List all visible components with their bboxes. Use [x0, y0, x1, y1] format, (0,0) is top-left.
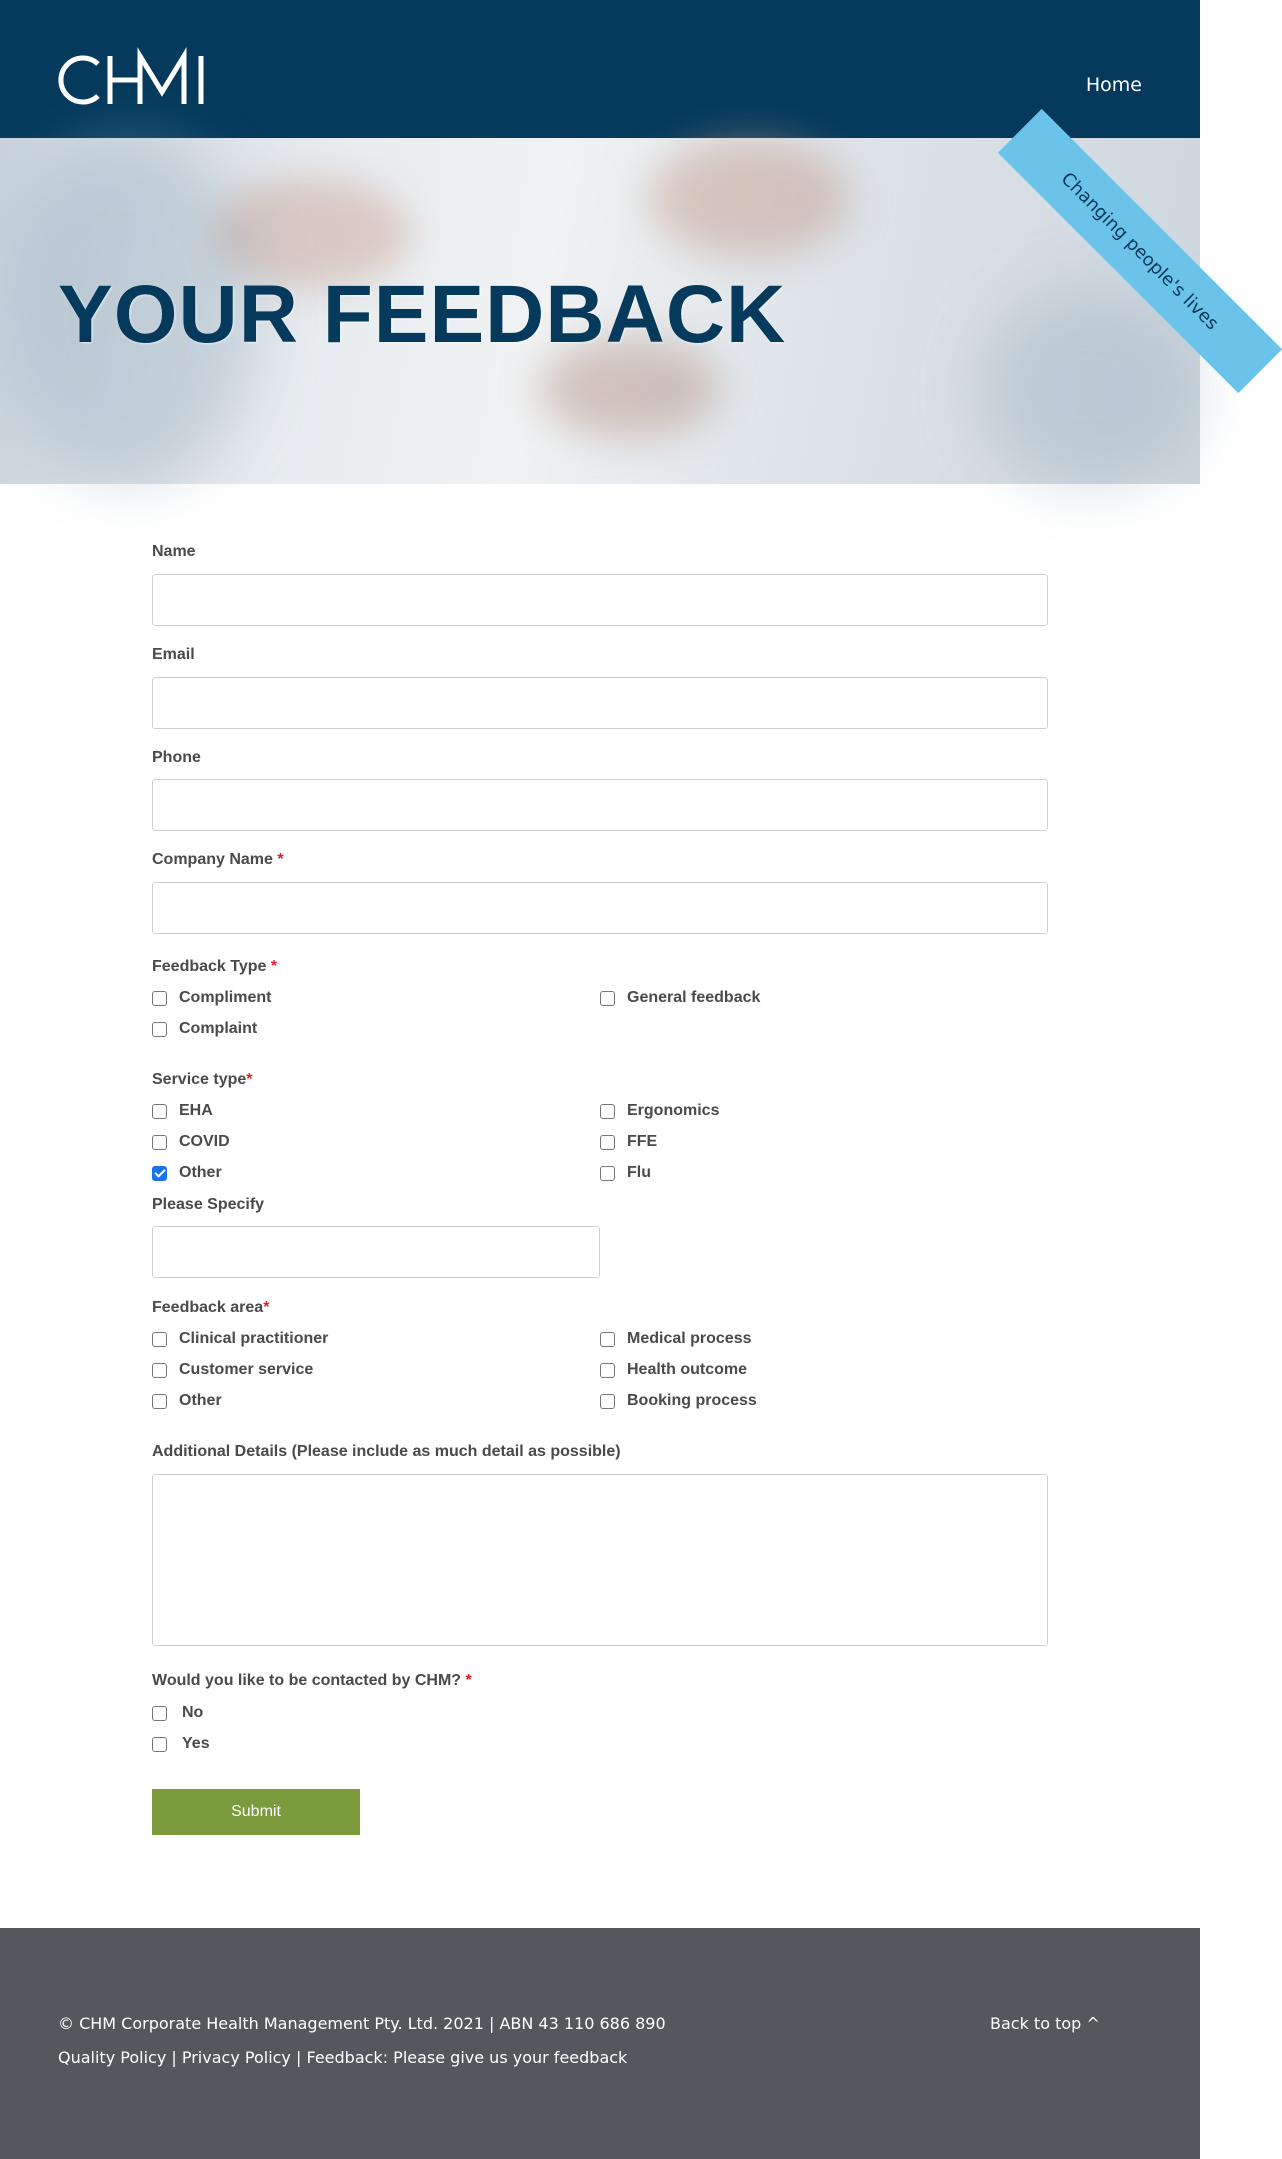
checkbox-label: Flu	[627, 1164, 651, 1181]
checkbox[interactable]	[600, 1363, 615, 1378]
name-label: Name	[152, 543, 196, 560]
feedback-type-group	[152, 958, 277, 976]
checkbox[interactable]	[600, 1135, 615, 1150]
checkbox-label: Medical process	[627, 1330, 752, 1347]
phone-field-group	[152, 749, 201, 767]
chm-logo-mark	[58, 54, 204, 106]
hero-banner	[0, 138, 1223, 484]
email-field-group	[152, 646, 195, 664]
company-field-group	[152, 851, 284, 869]
page-title: YOUR FEEDBACK	[58, 269, 787, 360]
privacy-policy-link[interactable]: Privacy Policy	[181, 2048, 291, 2067]
checkbox-area-other[interactable]	[152, 1392, 222, 1410]
company-label: Company Name	[152, 851, 273, 868]
checkbox-customer-service[interactable]	[152, 1361, 313, 1379]
checkbox-compliment[interactable]	[152, 989, 271, 1007]
checkbox-eha[interactable]	[152, 1102, 213, 1120]
checkbox-general-feedback[interactable]	[600, 989, 760, 1007]
checkbox-label: Customer service	[179, 1361, 314, 1378]
quality-policy-link[interactable]: Quality Policy	[58, 2048, 167, 2067]
feedback-area-label: Feedback area	[152, 1299, 264, 1316]
required-mark: *	[263, 1299, 270, 1316]
checkbox[interactable]	[600, 1104, 615, 1119]
checkbox[interactable]	[152, 1135, 167, 1150]
required-mark: *	[277, 851, 284, 868]
checkbox-label: Complaint	[179, 1020, 258, 1037]
checkbox[interactable]	[152, 1706, 167, 1721]
checkbox-label: EHA	[179, 1102, 213, 1119]
checkbox[interactable]	[600, 991, 615, 1006]
please-specify-group	[152, 1196, 264, 1214]
checkbox[interactable]	[600, 1332, 615, 1347]
checkbox-label: Other	[179, 1392, 222, 1409]
checkbox[interactable]	[152, 1394, 167, 1409]
checkbox-label: Health outcome	[627, 1361, 748, 1378]
checkbox-clinical-practitioner[interactable]	[152, 1330, 328, 1348]
checkbox[interactable]	[600, 1394, 615, 1409]
footer-separator: |	[296, 2048, 302, 2067]
required-mark: *	[246, 1071, 253, 1088]
service-type-label: Service type	[152, 1071, 247, 1088]
checkbox-label: Ergonomics	[627, 1102, 720, 1119]
chm-logo[interactable]	[58, 54, 204, 111]
additional-details-group	[152, 1443, 621, 1461]
hero-photo-shape	[650, 138, 850, 258]
feedback-prefix: Feedback:	[306, 2048, 389, 2067]
additional-details-label: Additional Details (Please include as much detail as possible)	[152, 1443, 621, 1460]
contact-label: Would you like to be contacted by CHM?	[152, 1672, 462, 1689]
checkbox-medical-process[interactable]	[600, 1330, 752, 1348]
checkbox-health-outcome[interactable]	[600, 1361, 747, 1379]
checkbox-complaint[interactable]	[152, 1020, 257, 1038]
checkbox-label: Yes	[182, 1735, 210, 1752]
back-to-top-link[interactable]: Back to top ^	[990, 2014, 1100, 2033]
service-type-group	[152, 1071, 253, 1089]
please-specify-label: Please Specify	[152, 1196, 265, 1213]
feedback-type-label: Feedback Type	[152, 958, 267, 975]
name-input[interactable]	[152, 574, 1048, 626]
corner-ribbon	[960, 138, 1223, 378]
phone-input[interactable]	[152, 779, 1048, 831]
feedback-link[interactable]: Please give us your feedback	[393, 2048, 628, 2067]
checkbox-contact-yes[interactable]	[152, 1735, 210, 1753]
checkbox[interactable]	[152, 1737, 167, 1752]
checkbox-label: General feedback	[627, 989, 761, 1006]
checkbox-service-other[interactable]	[152, 1164, 222, 1182]
checkbox-flu[interactable]	[600, 1164, 651, 1182]
submit-button[interactable]: Submit	[152, 1789, 360, 1835]
checkbox-label: No	[182, 1704, 204, 1721]
please-specify-input[interactable]	[152, 1226, 600, 1278]
contact-group	[152, 1672, 472, 1690]
checkbox-ergonomics[interactable]	[600, 1102, 719, 1120]
required-mark: *	[465, 1672, 472, 1689]
feedback-area-group	[152, 1299, 269, 1317]
checkbox-booking-process[interactable]	[600, 1392, 757, 1410]
email-input[interactable]	[152, 677, 1048, 729]
checkbox-label: Other	[179, 1164, 222, 1181]
copyright-text: © CHM Corporate Health Management Pty. Ltd. 2021 | ABN 43 110 686 890	[58, 2014, 666, 2033]
footer-separator: |	[171, 2048, 177, 2067]
ribbon-text: Changing people's lives	[998, 109, 1282, 393]
checkbox-checked[interactable]	[152, 1166, 167, 1181]
name-field-group	[152, 543, 196, 561]
checkbox-label: Clinical practitioner	[179, 1330, 329, 1347]
checkbox-ffe[interactable]	[600, 1133, 657, 1151]
email-label: Email	[152, 646, 195, 663]
required-mark: *	[270, 958, 278, 975]
checkbox[interactable]	[152, 1332, 167, 1347]
company-input[interactable]	[152, 882, 1048, 934]
nav-home-link[interactable]: Home	[1085, 74, 1142, 96]
checkbox[interactable]	[152, 1022, 167, 1037]
additional-details-textarea[interactable]	[152, 1474, 1048, 1646]
checkbox-contact-no[interactable]	[152, 1704, 203, 1722]
checkbox-label: Compliment	[179, 989, 272, 1006]
checkbox-label: Booking process	[627, 1392, 757, 1409]
checkbox[interactable]	[152, 1363, 167, 1378]
checkbox[interactable]	[152, 991, 167, 1006]
checkbox-label: FFE	[627, 1133, 658, 1150]
checkbox[interactable]	[600, 1166, 615, 1181]
checkbox-covid[interactable]	[152, 1133, 230, 1151]
checkbox[interactable]	[152, 1104, 167, 1119]
site-footer	[0, 1928, 1200, 2159]
checkbox-label: COVID	[179, 1133, 230, 1150]
site-header	[0, 0, 1200, 138]
footer-links	[58, 2048, 627, 2067]
phone-label: Phone	[152, 749, 201, 766]
